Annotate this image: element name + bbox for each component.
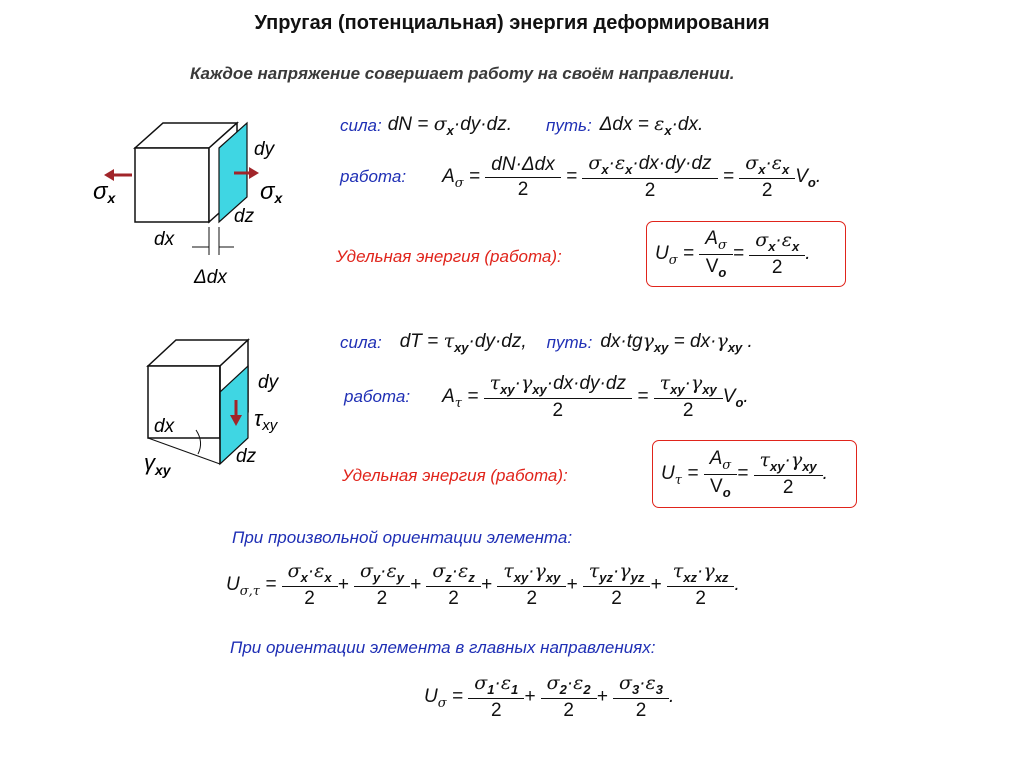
dz-label: dz bbox=[234, 206, 255, 227]
sigma-right-label: σx bbox=[260, 178, 283, 206]
shear-diagonal bbox=[148, 438, 220, 464]
dx-label: dx bbox=[154, 229, 175, 250]
path-formula-2: $dx\cdot tg\gamma_{xy} = dx\cdot\gamma_{xy}$ . bbox=[600, 330, 753, 355]
subtitle: Каждое напряжение совершает работу на своём направлении. bbox=[190, 64, 735, 83]
right-arrow-head bbox=[249, 167, 259, 179]
general-energy-row bbox=[226, 560, 740, 610]
sigma-left-label: σx bbox=[93, 178, 116, 206]
dx-label-2: dx bbox=[154, 416, 175, 437]
principal-orientation-label: При ориентации элемента в главных направлениях: bbox=[230, 638, 656, 657]
delta-dx-label: Δdx bbox=[194, 267, 227, 288]
path-formula-1: $\Delta dx = \varepsilon_x\cdot dx$. bbox=[599, 113, 704, 138]
work-formula-1: $A_\sigma$ = $\frac{\text{dN·Δdx}}{2}$ = $\frac{\sigma_x\cdot\varepsilon_x\cdot dx\cdot dy\cdot dz}{2}$ = $\frac{\sigma_x\cdot\varepsilon_x}{2}$ $V_o$. bbox=[442, 152, 822, 201]
specific-energy-formula-2: $U_\tau$ = $\frac{A_\sigma}{V_o}$ = $\frac{\tau_{xy}\cdot\gamma_{xy}}{2}$ . bbox=[661, 448, 828, 500]
put-label-1: путь: bbox=[545, 115, 592, 135]
udelnaya-label-1: Удельная энергия (работа): bbox=[336, 247, 562, 266]
sila-label-1: сила: bbox=[340, 115, 382, 135]
dy-label: dy bbox=[254, 139, 275, 160]
work-formula-2: $A_\tau$ = $\frac{\tau_{xy}\cdot\gamma_{xy}\cdot dx\cdot dy\cdot dz}{2}$ = $\frac{\tau_{xy}\cdot\gamma_{xy}}{2}$ $V_o$. bbox=[442, 372, 749, 421]
force-formula-1: dN = $\sigma_x\cdot dy\cdot dz$. bbox=[387, 113, 512, 138]
dy-label-2: dy bbox=[258, 372, 279, 393]
page-title: Упругая (потенциальная) энергия деформирования bbox=[254, 12, 770, 34]
shear-stress-figure bbox=[128, 330, 303, 490]
tau-label: τxy bbox=[254, 406, 278, 434]
normal-stress-figure bbox=[88, 115, 313, 290]
rabota-label-2: работа: bbox=[344, 387, 411, 406]
rabota-label-1: работа: bbox=[340, 167, 407, 186]
force-formula-2: dT = $\tau_{xy}\cdot dy\cdot dz$, bbox=[399, 330, 527, 355]
specific-energy-box-1 bbox=[646, 221, 846, 287]
gamma-label: $\gamma_{xy}$ bbox=[144, 450, 171, 478]
udelnaya-label-2: Удельная энергия (работа): bbox=[342, 466, 568, 485]
general-energy-formula: $U_{\sigma,\tau}$ = $\frac{\sigma_x\cdot\varepsilon_x}{2}$ + $\frac{\sigma_y\cdot\varepsilon_y}{2}$ + $\frac{\sigma_z\cdot\varepsilon_z}{2}$ + $\frac{\tau_{xy}\cdot\gamma_{xy}}{2}$ + $\frac{\tau_{yz}\cdot\gamma_{yz}}{2}$ + $\frac{\tau_{xz}\cdot\gamma_{xz}}{2}$ . bbox=[226, 560, 740, 609]
specific-energy-formula-1: $U_\sigma$ = $\frac{A_\sigma}{V_o}$ = $\frac{\sigma_x\cdot\varepsilon_x}{2}$ . bbox=[655, 228, 811, 280]
sila-label-2: сила: bbox=[340, 332, 382, 352]
put-label-2: путь: bbox=[546, 332, 593, 352]
work-row-2 bbox=[344, 372, 749, 422]
dz-label-2: dz bbox=[236, 446, 257, 467]
specific-energy-box-2 bbox=[652, 440, 857, 508]
principal-energy-row bbox=[424, 672, 674, 722]
cube-front-face bbox=[135, 148, 209, 222]
work-row-1 bbox=[340, 152, 821, 202]
arbitrary-orientation-label: При произвольной ориентации элемента: bbox=[232, 528, 573, 547]
force-row-1 bbox=[340, 113, 703, 138]
principal-energy-formula: $U_\sigma$ = $\frac{\sigma_1\cdot\varepsilon_1}{2}$ + $\frac{\sigma_2\cdot\varepsilon_2}{2}$ + $\frac{\sigma_3\cdot\varepsilon_3}{2}$ . bbox=[424, 672, 675, 721]
force-row-2 bbox=[340, 330, 753, 355]
